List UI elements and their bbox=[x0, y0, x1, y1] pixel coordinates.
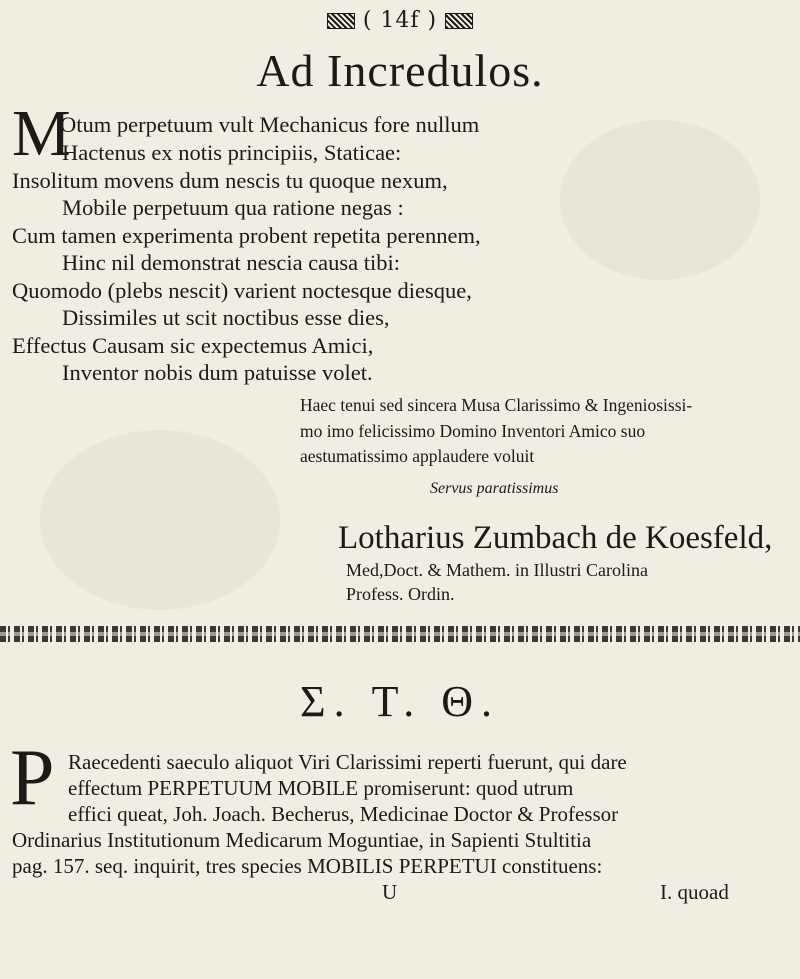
author-credentials: Med,Doct. & Mathem. in Illustri Carolina bbox=[346, 560, 648, 580]
poem-line: Hinc nil demonstrat nescia causa tibi: bbox=[62, 250, 401, 275]
poem-line: Effectus Causam sic expectemus Amici, bbox=[12, 333, 374, 358]
dedication-line: mo imo felicissimo Domino Inventori Amico suo bbox=[300, 421, 646, 441]
poem-line: Hactenus ex notis principiis, Staticae: bbox=[62, 140, 402, 165]
prose-line: effectum PERPETUUM MOBILE promiserunt: quod utrum bbox=[68, 776, 574, 800]
dedication-line: Haec tenui sed sincera Musa Clarissimo & Ingeniosissi- bbox=[300, 395, 693, 415]
poem-line: Cum tamen experimenta probent repetita perennem, bbox=[12, 223, 481, 248]
page-title: Ad Incredulos. bbox=[256, 45, 544, 96]
ornament-icon bbox=[445, 13, 473, 29]
poem-dropcap: M bbox=[12, 97, 71, 170]
page-number: ( 14f ) bbox=[362, 8, 438, 33]
paper-stain bbox=[560, 120, 760, 280]
section-heading: Σ. T. Θ. bbox=[300, 677, 500, 726]
poem-line: Inventor nobis dum patuisse volet. bbox=[62, 360, 373, 385]
ornamental-divider bbox=[0, 626, 800, 642]
poem-line: Insolitum movens dum nescis tu quoque nexum, bbox=[12, 168, 448, 193]
catchword-signature: U bbox=[382, 880, 398, 904]
prose-line: pag. 157. seq. inquirit, tres species MOBILIS PERPETUI constituens: bbox=[12, 854, 603, 878]
paper-stain bbox=[40, 430, 280, 610]
prose-line: Raecedenti saeculo aliquot Viri Clarissimi reperti fuerunt, qui dare bbox=[68, 750, 627, 774]
catchword: I. quoad bbox=[660, 880, 729, 904]
poem-line: Otum perpetuum vult Mechanicus fore nullum bbox=[60, 112, 480, 137]
ornament-icon bbox=[327, 13, 355, 29]
author-position: Profess. Ordin. bbox=[346, 584, 455, 604]
prose-line: Ordinarius Institutionum Medicarum Moguntiae, in Sapienti Stultitia bbox=[12, 828, 592, 852]
page-header bbox=[0, 8, 800, 33]
prose-line: effici queat, Joh. Joach. Becherus, Medicinae Doctor & Professor bbox=[68, 802, 619, 826]
author-name: Lotharius Zumbach de Koesfeld, bbox=[338, 520, 773, 556]
prose-dropcap: P bbox=[10, 734, 55, 822]
poem-line: Quomodo (plebs nescit) varient noctesque diesque, bbox=[12, 278, 472, 303]
poem-line: Dissimiles ut scit noctibus esse dies, bbox=[62, 305, 390, 330]
poem-line: Mobile perpetuum qua ratione negas : bbox=[62, 195, 404, 220]
signature-servus: Servus paratissimus bbox=[430, 480, 559, 497]
dedication-line: aestumatissimo applaudere voluit bbox=[300, 446, 535, 466]
